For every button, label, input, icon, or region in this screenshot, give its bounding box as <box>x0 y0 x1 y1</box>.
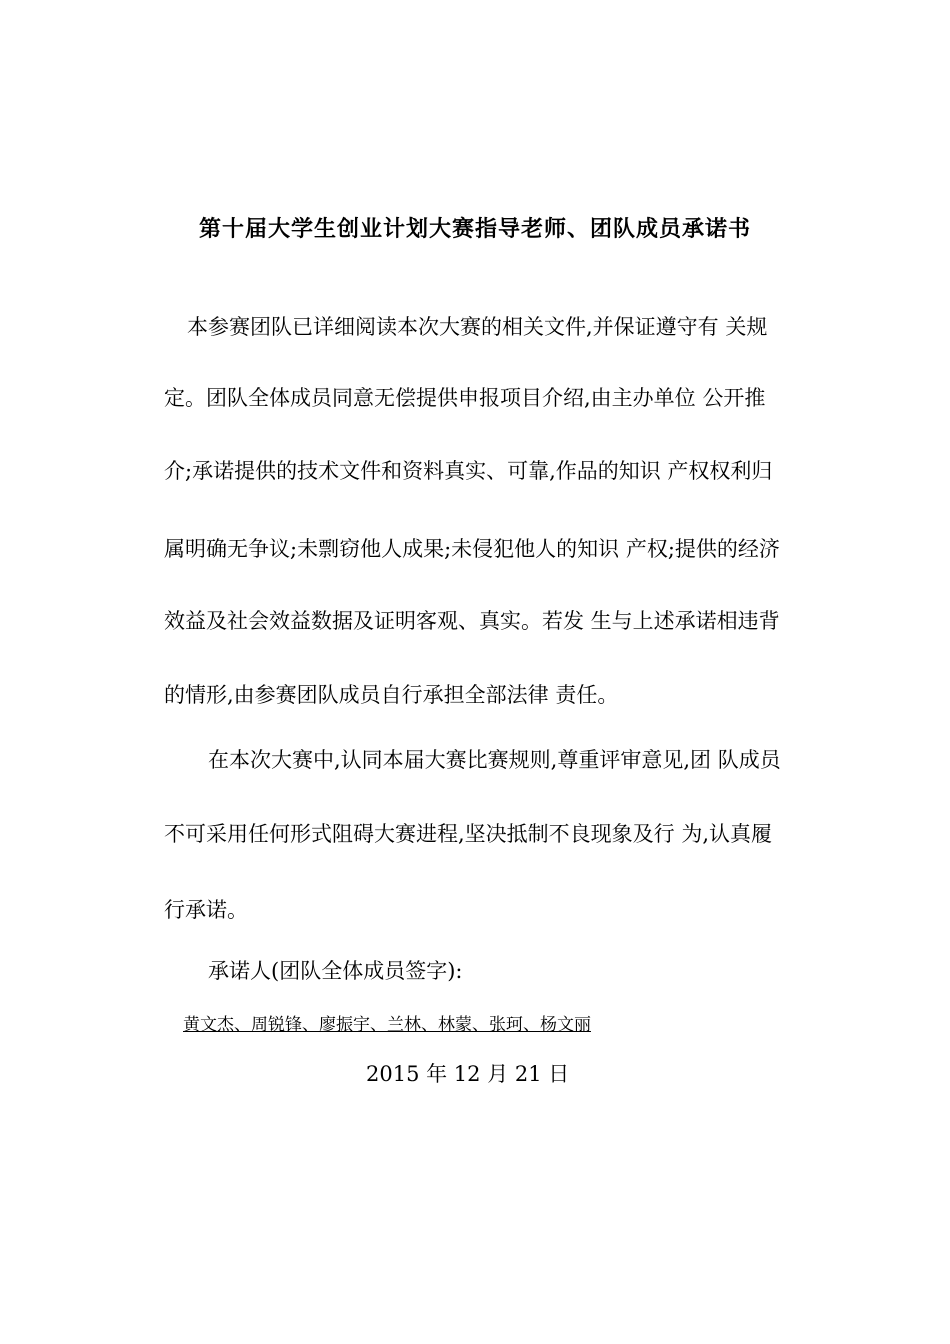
paragraph2-line-3: 行承诺。 <box>164 898 248 922</box>
paragraph1-line-6: 的情形,由参赛团队成员自行承担全部法律 责任。 <box>164 683 619 707</box>
paragraph1-line-1: 本参赛团队已详细阅读本次大赛的相关文件,并保证遵守有 关规 <box>187 315 768 339</box>
paragraph2-line-2: 不可采用任何形式阻碍大赛进程,坚决抵制不良现象及行 为,认真履 <box>164 822 773 846</box>
signing-date: 2015 年 12 月 21 日 <box>366 1062 570 1086</box>
paragraph2-line-1: 在本次大赛中,认同本届大赛比赛规则,尊重评审意见,团 队成员 <box>208 748 781 772</box>
signature-label: 承诺人(团队全体成员签字): <box>208 959 463 983</box>
paragraph1-line-3: 介;承诺提供的技术文件和资料真实、可靠,作品的知识 产权权利归 <box>164 459 773 483</box>
document-title: 第十届大学生创业计划大赛指导老师、团队成员承诺书 <box>198 216 751 242</box>
paragraph1-line-2: 定。团队全体成员同意无偿提供申报项目介绍,由主办单位 公开推 <box>164 386 766 410</box>
paragraph1-line-4: 属明确无争议;未剽窃他人成果;未侵犯他人的知识 产权;提供的经济 <box>164 537 780 561</box>
signatories-names: 黄文杰、周锐锋、廖振宇、兰林、林蒙、张珂、杨文丽 <box>183 1015 591 1035</box>
paragraph1-line-5: 效益及社会效益数据及证明客观、真实。若发 生与上述承诺相违背 <box>164 609 780 633</box>
